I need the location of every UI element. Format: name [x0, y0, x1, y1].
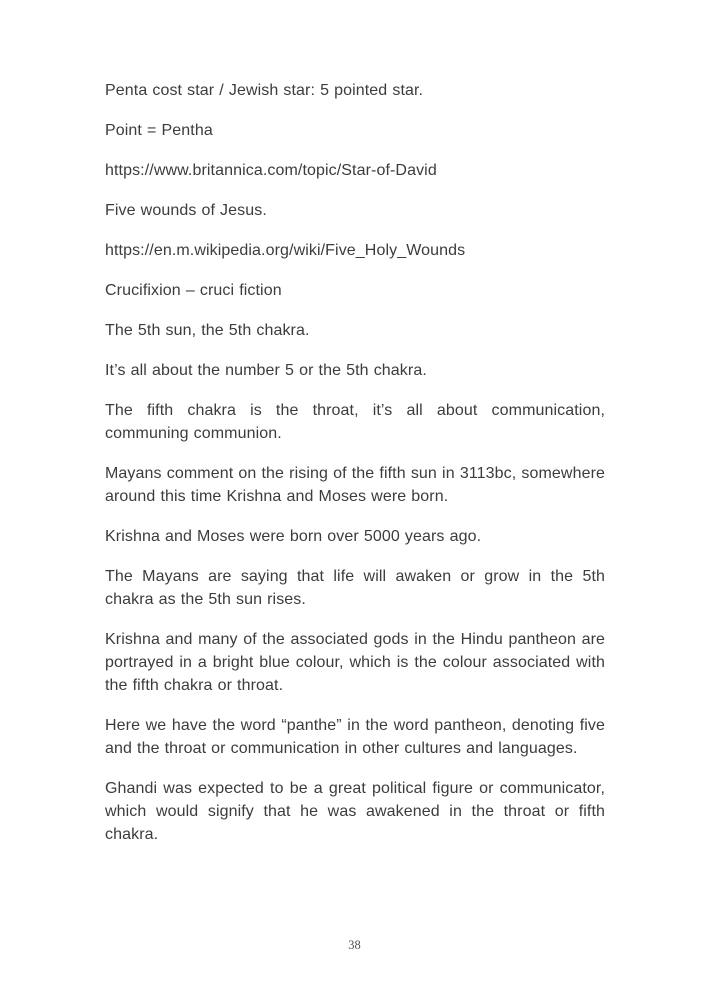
- paragraph: Mayans comment on the rising of the fifth sun in 3113bc, somewhere around this time Krishna and Moses were born.: [105, 465, 605, 505]
- paragraph: Krishna and many of the associated gods in the Hindu pantheon are portrayed in a bright blue colour, which is the colour associated with the fifth chakra or throat.: [105, 631, 605, 694]
- paragraph: Crucifixion – cruci fiction: [105, 282, 282, 299]
- paragraph: The 5th sun, the 5th chakra.: [105, 322, 310, 339]
- paragraph: Krishna and Moses were born over 5000 years ago.: [105, 528, 482, 545]
- link-url[interactable]: https://en.m.wikipedia.org/wiki/Five_Holy_Wounds: [105, 242, 466, 259]
- paragraph: Point = Pentha: [105, 122, 213, 139]
- paragraph: Here we have the word “panthe” in the word pantheon, denoting five and the throat or communication in other cultures and languages.: [105, 717, 605, 757]
- paragraph: Penta cost star / Jewish star: 5 pointed star.: [105, 82, 424, 99]
- link-url[interactable]: https://www.britannica.com/topic/Star-of-David: [105, 162, 437, 179]
- paragraph: Five wounds of Jesus.: [105, 202, 267, 219]
- paragraph: The Mayans are saying that life will awaken or grow in the 5th chakra as the 5th sun rises.: [105, 568, 605, 608]
- paragraph: It’s all about the number 5 or the 5th chakra.: [105, 362, 427, 379]
- paragraph: Ghandi was expected to be a great political figure or communicator, which would signify that he was awakened in the throat or fifth chakra.: [105, 780, 605, 843]
- paragraph: The fifth chakra is the throat, it’s all about communication, communing communion.: [105, 402, 605, 442]
- page-number: 38: [348, 938, 361, 952]
- page-content: [105, 79, 605, 863]
